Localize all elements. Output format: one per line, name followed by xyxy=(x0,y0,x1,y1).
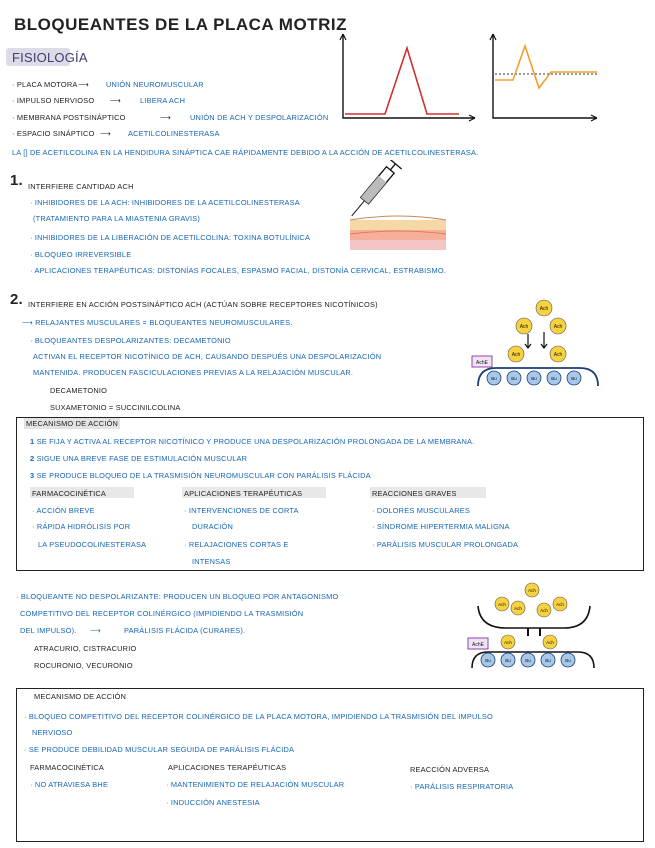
section-1-line: (TRATAMIENTO PARA LA MIASTENIA GRAVIS) xyxy=(33,214,201,223)
box1-item: 2 SIGUE UNA BREVE FASE DE ESTIMULACIÓN MUSCULAR xyxy=(30,454,248,463)
section-1-line: · INHIBIDORES DE LA LIBERACIÓN DE ACETILCOLINA: TOXINA BOTULÍNICA xyxy=(30,233,311,242)
depolarizing-label: · BLOQUEANTES DESPOLARIZANTES: DECAMETONIO xyxy=(30,336,231,345)
svg-text:Bu: Bu xyxy=(531,376,537,381)
box2-col3-line: · PARÁLISIS RESPIRATORIA xyxy=(410,782,514,791)
svg-text:Bu: Bu xyxy=(565,658,571,663)
svg-text:Ach: Ach xyxy=(546,640,554,645)
section-2-number: 2. xyxy=(10,291,23,308)
receptor-diagram-nondepolarizing xyxy=(466,576,606,676)
svg-text:Bu: Bu xyxy=(545,658,551,663)
svg-text:Bu: Bu xyxy=(505,658,511,663)
box2-col2-line: · INDUCCIÓN ANESTESIA xyxy=(166,798,260,807)
def-value-2: LIBERA ACH xyxy=(140,96,186,105)
box2-col1-head: FARMACOCINÉTICA xyxy=(30,763,105,772)
arrow-icon: ⟶ xyxy=(90,626,101,635)
box1-col1-head: FARMACOCINÉTICA xyxy=(32,489,107,498)
box1-col3-head: REACCIONES GRAVES xyxy=(372,489,457,498)
drug-name: DECAMETONIO xyxy=(50,386,108,395)
relaxants-line: ⟶ RELAJANTES MUSCULARES = BLOQUEANTES NEUROMUSCULARES. xyxy=(22,318,293,327)
def-value-3: UNIÓN DE ACH Y DESPOLARIZACIÓN xyxy=(190,113,329,122)
arrow-icon: ⟶ xyxy=(100,129,111,138)
arrow-icon: ⟶ xyxy=(160,113,171,122)
svg-text:Ach: Ach xyxy=(540,608,548,613)
action-potential-graph-orange xyxy=(485,30,605,126)
box1-col3-line: · SÍNDROME HIPERTERMIA MALIGNA xyxy=(372,522,510,531)
section-2-heading: INTERFIERE EN ACCIÓN POSTSINÁPTICO ACH (ACTÚAN SOBRE RECEPTORES NICOTÍNICOS) xyxy=(28,300,378,309)
box1-col1-line: · ACCIÓN BREVE xyxy=(32,506,95,515)
box1-item: 1 SE FIJA Y ACTIVA AL RECEPTOR NICOTÍNICO Y PRODUCE UNA DESPOLARIZACIÓN PROLONGADA DE LA MEMBRANA. xyxy=(30,437,475,446)
def-term-2: · IMPULSO NERVIOSO xyxy=(12,96,95,105)
svg-text:Ach: Ach xyxy=(528,588,536,593)
depolarizing-text: ACTIVAN EL RECEPTOR NICOTÍNICO DE ACH, CAUSANDO DESPUÉS UNA DESPOLARIZACIÓN xyxy=(33,352,382,361)
box2-col3-head: REACCIÓN ADVERSA xyxy=(410,765,490,774)
box2-line: · BLOQUEO COMPETITIVO DEL RECEPTOR COLINÉRGICO DE LA PLACA MOTORA, IMPIDIENDO LA TRASMISIÓN DEL IMPULSO xyxy=(24,712,493,721)
box1-col2-line: · RELAJACIONES CORTAS E xyxy=(184,540,289,549)
nondepol-line: · BLOQUEANTE NO DESPOLARIZANTE: PRODUCEN UN BLOQUEO POR ANTAGONISMO xyxy=(16,592,339,601)
arrow-icon: ⟶ xyxy=(110,96,121,105)
box1-col2-head: APLICACIONES TERAPÉUTICAS xyxy=(184,489,303,498)
svg-text:Bu: Bu xyxy=(511,376,517,381)
box1-col3-line: · DOLORES MUSCULARES xyxy=(372,506,471,515)
box1-title: MECANISMO DE ACCIÓN xyxy=(26,419,119,428)
action-potential-graph-red xyxy=(335,30,485,126)
svg-text:Ach: Ach xyxy=(556,602,564,607)
box2-col2-head: APLICACIONES TERAPÉUTICAS xyxy=(168,763,287,772)
receptor-diagram-depolarizing xyxy=(468,296,608,406)
box1-col1-line: LA PSEUDOCOLINESTERASA xyxy=(38,540,147,549)
svg-text:Bu: Bu xyxy=(485,658,491,663)
nondepol-line: COMPETITIVO DEL RECEPTOR COLINÉRGICO (IMPIDIENDO LA TRASMISIÓN xyxy=(20,609,304,618)
box1-col2-line: DURACIÓN xyxy=(192,522,234,531)
box1-col1-line: · RÁPIDA HIDRÓLISIS POR xyxy=(32,522,131,531)
box1-col3-line: · PARÁLISIS MUSCULAR PROLONGADA xyxy=(372,540,519,549)
drug-name: ATRACURIO, CISTRACURIO xyxy=(34,644,137,653)
section-1-heading: INTERFIERE CANTIDAD ACH xyxy=(28,182,134,191)
box2-line: · SE PRODUCE DEBILIDAD MUSCULAR SEGUIDA DE PARÁLISIS FLÁCIDA xyxy=(24,745,295,754)
def-term-3: · MEMBRANA POSTSINÁPTICO xyxy=(12,113,126,122)
svg-text:Ach: Ach xyxy=(553,324,563,330)
page-title: BLOQUEANTES DE LA PLACA MOTRIZ xyxy=(14,15,347,34)
section-1-line: · APLICACIONES TERAPÉUTICAS: DISTONÍAS FOCALES, ESPASMO FACIAL, DISTONÍA CERVICAL, ESTRABISMO. xyxy=(30,266,447,275)
svg-text:Ach: Ach xyxy=(504,640,512,645)
box1-col2-line: · INTERVENCIONES DE CORTA xyxy=(184,506,299,515)
svg-text:Ach: Ach xyxy=(514,606,522,611)
box2-line: NERVIOSO xyxy=(32,728,73,737)
svg-text:Bu: Bu xyxy=(571,376,577,381)
section-1-line: · INHIBIDORES DE LA ACH: INHIBIDORES DE LA ACETILCOLINESTERASA xyxy=(30,198,300,207)
drug-name: ROCURONIO, VECURONIO xyxy=(34,661,133,670)
svg-text:Bu: Bu xyxy=(491,376,497,381)
def-term-1: · PLACA MOTORA xyxy=(12,80,78,89)
drug-name: SUXAMETONIO = SUCCINILCOLINA xyxy=(50,403,181,412)
box2-title: MECANISMO DE ACCIÓN xyxy=(34,692,127,701)
box1-col2-line: INTENSAS xyxy=(192,557,231,566)
ach-note: LA [] DE ACETILCOLINA EN LA HENDIDURA SINÁPTICA CAE RÁPIDAMENTE DEBIDO A LA ACCIÓN DE ACETILCOLINESTERASA. xyxy=(12,148,479,157)
svg-text:AchE: AchE xyxy=(476,360,488,366)
svg-text:AchE: AchE xyxy=(472,642,484,648)
def-value-4: ACETILCOLINESTERASA xyxy=(128,129,220,138)
arrow-icon: ⟶ xyxy=(78,80,89,89)
section-1-line: · BLOQUEO IRREVERSIBLE xyxy=(30,250,132,259)
nondepol-line: PARÁLISIS FLÁCIDA (CURARES). xyxy=(124,626,246,635)
svg-text:Ach: Ach xyxy=(539,306,549,312)
svg-text:Ach: Ach xyxy=(553,352,563,358)
box2-col1-line: · NO ATRAVIESA BHE xyxy=(30,780,109,789)
section-1-number: 1. xyxy=(10,172,23,189)
def-term-4: · ESPACIO SINÁPTICO xyxy=(12,129,95,138)
subtitle: FISIOLOGÍA xyxy=(12,50,88,65)
def-value-1: UNIÓN NEUROMUSCULAR xyxy=(106,80,204,89)
nondepol-line: DEL IMPULSO). xyxy=(20,626,77,635)
svg-text:Ach: Ach xyxy=(519,324,529,330)
box1-item: 3 SE PRODUCE BLOQUEO DE LA TRASMISIÓN NEUROMUSCULAR CON PARÁLISIS FLÁCIDA xyxy=(30,471,371,480)
depolarizing-text: MANTENIDA. PRODUCEN FASCICULACIONES PREVIAS A LA RELAJACIÓN MUSCULAR. xyxy=(33,368,354,377)
box2-col2-line: · MANTENIMIENTO DE RELAJACIÓN MUSCULAR xyxy=(166,780,345,789)
svg-text:Bu: Bu xyxy=(551,376,557,381)
syringe-icon xyxy=(340,160,450,260)
svg-text:Ach: Ach xyxy=(498,602,506,607)
svg-text:Bu: Bu xyxy=(525,658,531,663)
svg-text:Ach: Ach xyxy=(511,352,521,358)
